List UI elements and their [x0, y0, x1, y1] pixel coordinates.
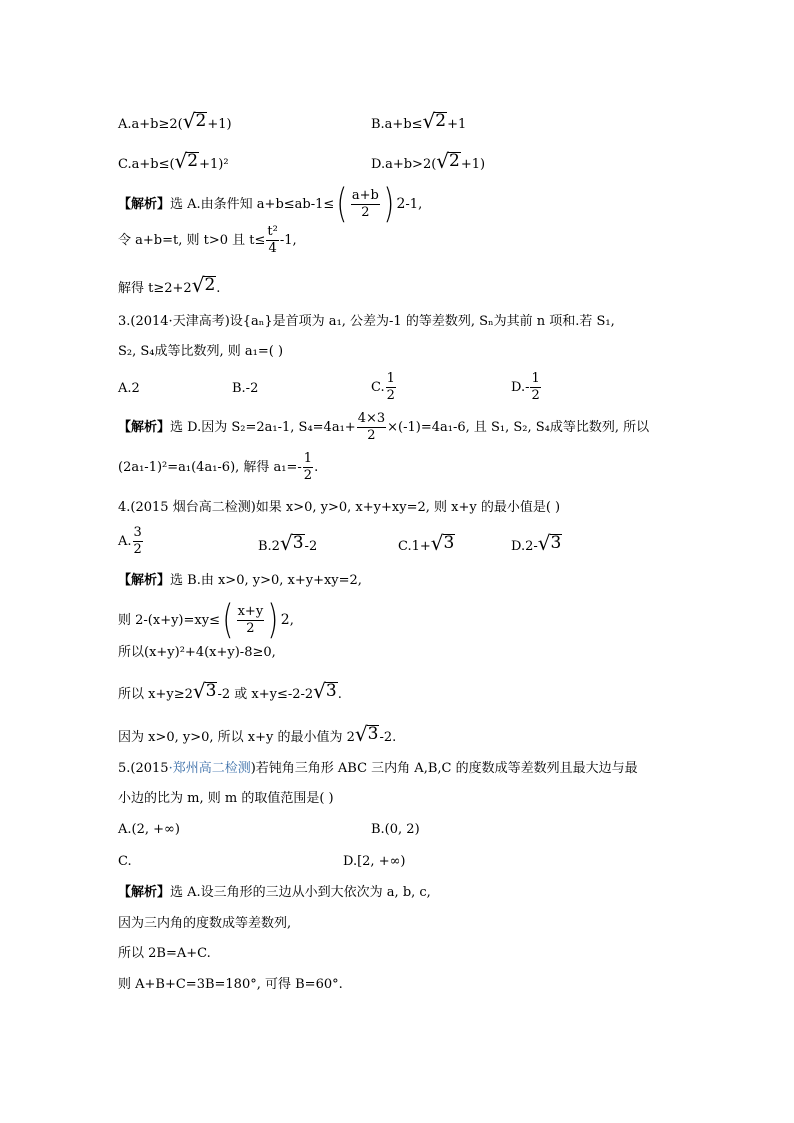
q3-explanation-line2: (2a₁-1)²=a₁(4a₁-6), 解得 a₁=- $\frac{1}{2}$ . [118, 451, 319, 483]
q5-option-b: B.(0, 2) [371, 822, 420, 837]
q4-stem: 4.(2015 烟台高二检测)如果 x>0, y>0, x+y+xy=2, 则 x+y 的最小值是( ) [118, 500, 561, 515]
q5-option-a: A.(2, +∞) [118, 822, 180, 837]
q4-option-c: C.1+ √ 3 [398, 531, 455, 555]
q2-option-c: C.a+b≤( √ 2 +1)² [118, 149, 229, 173]
q3-stem-line1: 3.(2014·天津高考)设{aₙ}是首项为 a₁, 公差为-1 的等差数列, Sₙ为其前 n 项和.若 S₁, [118, 314, 615, 329]
q3-explanation-line1: 【解析】 选 D.因为 S₂=2a₁-1, S₄=4a₁+ $\frac{4\times 3}{2}$ ×(-1)=4a₁-6, 且 S₁, S₂, S₄成等比数列, 所以 [118, 411, 650, 443]
q4-explanation-line2: 则 2-(x+y)=xy≤ ( $\frac{x+y}{2}$ ) 2 , [118, 597, 294, 643]
source-highlight: ·郑州高二检测 [168, 761, 251, 776]
q4-explanation-line3: 所以(x+y)²+4(x+y)-8≥0, [118, 645, 276, 660]
q2-explanation-line3: 解得 t≥2+2 √ 2 . [118, 273, 221, 297]
q4-explanation-line5: 因为 x>0, y>0, 所以 x+y 的最小值为 2 √ 3 -2. [118, 722, 397, 746]
q2-option-b: B.a+b≤ √ 2 +1 [371, 109, 467, 133]
q4-option-a: A. $\frac{3}{2}$ [118, 525, 142, 557]
q4-explanation-line1: 【解析】选 B.由 x>0, y>0, x+y+xy=2, [118, 573, 362, 588]
q5-explanation-line1: 【解析】选 A.设三角形的三边从小到大依次为 a, b, c, [118, 885, 431, 900]
q5-explanation-line3: 所以 2B=A+C. [118, 946, 211, 961]
q5-option-c: C. [118, 854, 132, 869]
q2-option-d: D.a+b>2( √ 2 +1) [371, 149, 486, 173]
q2-explanation-line2: 令 a+b=t, 则 t>0 且 t≤ $\frac{\text{t²}}{4}$ -1, [118, 224, 297, 256]
q3-option-d: D.- $\frac{1}{2}$ [511, 371, 540, 403]
sqrt-symbol: √ 2 [182, 109, 207, 133]
q3-option-a: A.2 [118, 381, 140, 396]
q2-option-a: A.a+b≥2( √ 2 +1) [118, 109, 232, 133]
q3-stem-line2: S₂, S₄成等比数列, 则 a₁=( ) [118, 344, 284, 359]
q5-stem-line2: 小边的比为 m, 则 m 的取值范围是( ) [118, 791, 334, 806]
q4-explanation-line4: 所以 x+y≥2 √ 3 -2 或 x+y≤-2-2 √ 3 . [118, 679, 342, 703]
explanation-tag: 【解析】 [118, 196, 171, 212]
q3-option-b: B.-2 [232, 381, 259, 396]
q5-explanation-line4: 则 A+B+C=3B=180°, 可得 B=60°. [118, 977, 343, 992]
q5-explanation-line2: 因为三内角的度数成等差数列, [118, 916, 292, 931]
q2-explanation-line1: 【解析】 选 A.由条件知 a+b≤ab-1≤ ( $\frac{a+b}{2}$ ) 2 -1, [118, 181, 423, 227]
q3-option-c: C. $\frac{1}{2}$ [371, 371, 395, 403]
q5-stem-line1: 5.(2015·郑州高二检测)若钝角三角形 ABC 三内角 A,B,C 的度数成等差数列且最大边与最 [118, 761, 638, 776]
q4-option-b: B.2 √ 3 -2 [258, 531, 318, 555]
q4-option-d: D.2- √ 3 [511, 531, 562, 555]
q5-option-d: D.[2, +∞) [343, 854, 406, 869]
